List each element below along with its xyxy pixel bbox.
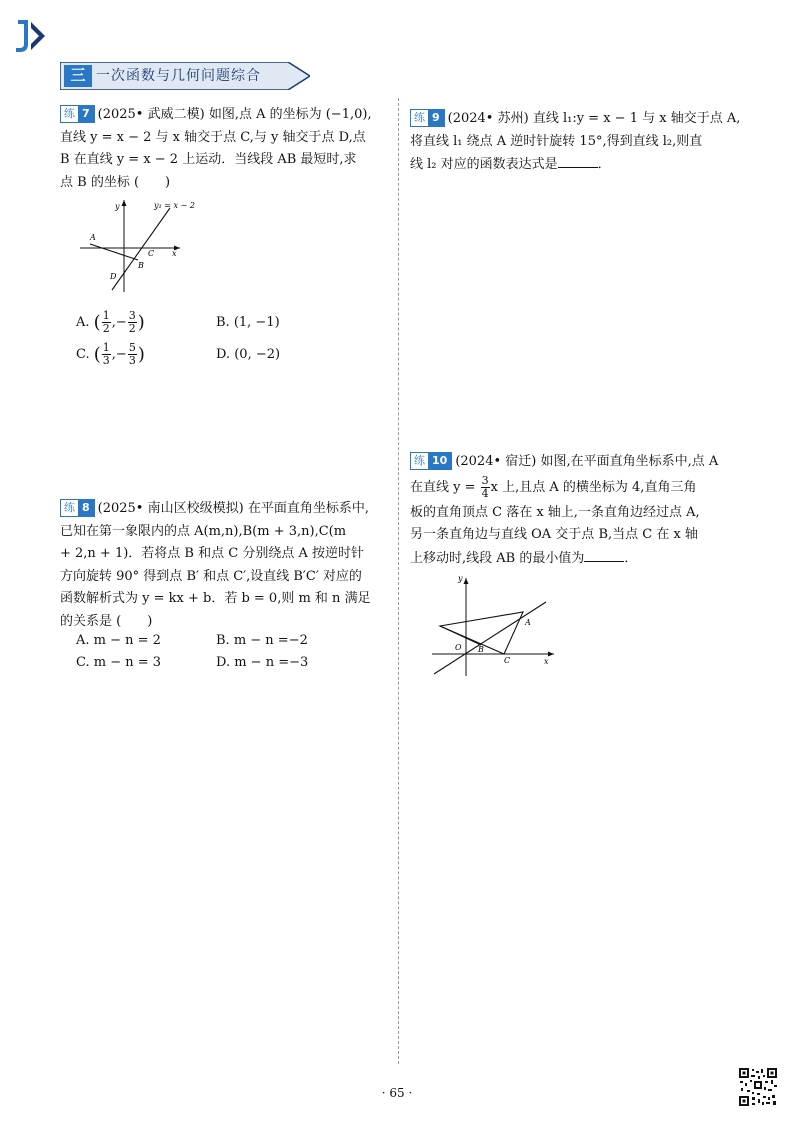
publisher-logo-icon <box>14 18 48 54</box>
question-8-line-6: 的关系是 ( ) <box>60 613 153 629</box>
option-8d[interactable]: D. m − n =−3 <box>216 655 309 670</box>
question-9-badge: 练 9 <box>410 109 445 127</box>
fig7-point-c: C <box>148 249 155 258</box>
option-7c[interactable]: C. ( $\frac{1}{3}$ ,− $\frac{5}{3}$ ) <box>76 341 145 367</box>
question-9-line-1: 练 9 (2024• 苏州) 直线 l₁:y = x − 1 与 x 轴交于点 A, <box>410 108 750 131</box>
option-8c[interactable]: C. m − n = 3 <box>76 655 162 670</box>
question-7-options <box>76 310 396 370</box>
question-10-line-4: 另一条直角边与直线 OA 交于点 B,当点 C 在 x 轴 <box>410 527 698 542</box>
question-10-line-3: 板的直角顶点 C 落在 x 轴上,一条直角边经过点 A, <box>410 504 700 520</box>
column-divider <box>398 98 399 1064</box>
question-7-line-2: 直线 y = x − 2 与 x 轴交于点 C,与 y 轴交于点 D,点 <box>60 129 366 145</box>
question-8-line-1: 练 8 (2025• 南山区校级模拟) 在平面直角坐标系中, <box>60 498 390 521</box>
fig10-origin-o: O <box>455 643 462 652</box>
question-8-badge: 练 8 <box>60 499 95 517</box>
fig7-x-label: x <box>172 249 177 258</box>
question-10-line-2: 在直线 y = $\frac{3}{4}$ x 上,且点 A 的横坐标为 4,直角三角 <box>410 473 697 500</box>
question-9-line-2: 将直线 l₁ 绕点 A 逆时针旋转 15°,得到直线 l₂,则直 <box>410 133 703 149</box>
option-8a[interactable]: A. m − n = 2 <box>76 633 161 648</box>
question-7-line-4: 点 B 的坐标 ( ) <box>60 174 171 190</box>
question-10-answer-blank[interactable] <box>584 547 624 562</box>
fig7-point-b: B <box>138 261 144 270</box>
question-9-line-3: 线 l₂ 对应的函数表达式是 ． <box>410 153 750 177</box>
question-10-figure <box>428 572 558 678</box>
question-8-line-3: + 2,n + 1)．若将点 B 和点 C 分别绕点 A 按逆时针 <box>60 546 364 561</box>
fig10-point-b: B <box>478 645 484 654</box>
option-7d[interactable]: D. (0, −2) <box>216 347 281 362</box>
section-banner <box>60 62 310 90</box>
fig7-y-label: y <box>115 202 120 211</box>
qr-code-icon[interactable] <box>738 1067 778 1107</box>
option-7a[interactable]: A. ( $\frac{1}{2}$ ,− $\frac{3}{2}$ ) <box>76 309 145 335</box>
option-8b[interactable]: B. m − n =−2 <box>216 633 308 648</box>
question-7-figure <box>72 192 212 296</box>
question-9-answer-blank[interactable] <box>558 153 598 168</box>
fig7-point-a: A <box>90 233 96 242</box>
question-7-line-1: 练 7 (2025• 武威二模) 如图,点 A 的坐标为 (−1,0), <box>60 104 390 127</box>
question-8-line-4: 方向旋转 90° 得到点 B′ 和点 C′,设直线 B′C′ 对应的 <box>60 568 362 584</box>
question-7 <box>60 104 390 194</box>
option-7b[interactable]: B. (1, −1) <box>216 315 280 330</box>
question-8-line-2: 已知在第一象限内的点 A(m,n),B(m + 3,n),C(m <box>60 523 347 539</box>
fig7-point-d: D <box>110 272 117 281</box>
fig10-point-a: A <box>525 618 531 627</box>
question-10 <box>410 451 750 570</box>
fig7-line-label: y₁ = x − 2 <box>154 201 195 210</box>
question-8-options <box>76 633 396 677</box>
question-8 <box>60 498 390 633</box>
question-9 <box>410 108 750 177</box>
section-title: 一次函数与几何问题综合 <box>96 68 261 84</box>
question-10-line-5: 上移动时,线段 AB 的最小值为 ． <box>410 547 750 571</box>
section-number: 三 <box>70 66 86 84</box>
fig10-y-label: y <box>458 574 463 583</box>
fig10-x-label: x <box>544 657 549 666</box>
question-7-line-3: B 在直线 y = x − 2 上运动．当线段 AB 最短时,求 <box>60 152 357 167</box>
fig10-point-c: C <box>504 656 511 665</box>
question-8-line-5: 函数解析式为 y = kx + b．若 b = 0,则 m 和 n 满足 <box>60 591 371 606</box>
question-10-line-1: 练 10 (2024• 宿迁) 如图,在平面直角坐标系中,点 A <box>410 451 750 474</box>
question-7-badge: 练 7 <box>60 105 95 123</box>
question-10-badge: 练 10 <box>410 452 452 470</box>
page-number: · 65 · <box>381 1086 413 1100</box>
